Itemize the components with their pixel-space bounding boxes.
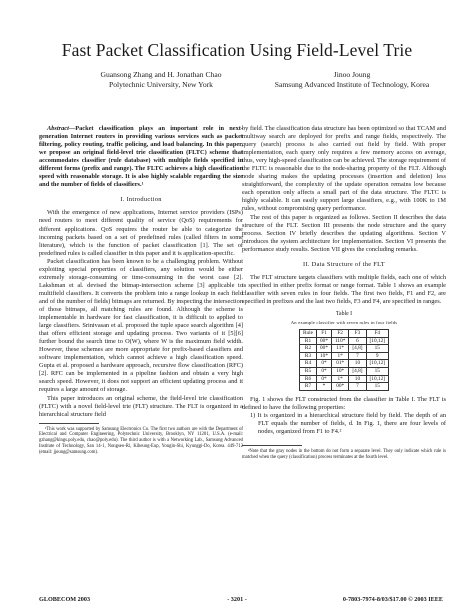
footer-isbn: 0-7803-7974-8/03/$17.00 © 2003 IEEE	[342, 596, 443, 603]
table-cell: [4,8]	[349, 368, 366, 376]
intro-paragraph: This paper introduces an original scheme, the field-level trie classification (FLTC) with a novel field-level trie (FLT) structure. The FLT is organized in a hierarchical structure field	[39, 394, 243, 418]
table-row	[300, 360, 389, 368]
author-affiliation-right: Samsung Advanced Institute of Technology, Korea	[274, 80, 430, 89]
table-cell: 00*	[331, 383, 348, 391]
table-cell: 10	[349, 375, 366, 383]
intro-paragraph: With the emergence of new applications, Internet service providers (ISPs) need routers to meet different quality of service (QoS) requirements for different applications. QoS requires the router be able to categorize the incoming packets based on a set of predefined rules (called filters in some literature), which is the function of packet classification [1]. The set of predefined rules is called classifier in this paper and it is application-specific.	[39, 209, 243, 257]
body-paragraph: Fig. 1 shows the FLT constructed from the classifier in Table I. The FLT is defined to have the following properties:	[242, 395, 446, 411]
body-paragraph: The rest of this paper is organized as follows. Section II describes the data structure of the FLT. Section III presents the node structure and the query process. Section IV briefly describes the updating algorithms. Section V introduces the system architecture for implementation. Section VI presents the performance study results. Section VII gives the concluding remarks.	[242, 213, 446, 253]
table-cell: 0*	[317, 375, 332, 383]
table-cell: 0*	[317, 360, 332, 368]
table-cell: 1*	[331, 352, 348, 360]
table-cell: 15	[366, 383, 388, 391]
table-cell: R2	[300, 345, 317, 353]
intro-paragraph: Packet classification has been known to be a challenging problem. Without exploiting special properties of classifiers, any solution would be either extremely storage-consuming or time-consuming in the worst case [2]. Lakshman et al. devised the bitmap-intersection scheme [3] applicable to multifield classifiers. It converts the problem into a range lookup in each field and of the number of fields) bitmaps are returned. By inspecting the intersection of those bitmaps, all matching rules are found. Although the scheme is implementable in hardware for fast classification, it is difficult to applied to large classifiers. Srinivasan et al. proposed the tuple space search algorithm [4] that offers efficient storage and updating process. Two variants of it [5][6] further bound the search time to O(W), where W is the maximum field width. However, these schemes are more appropriate for prefix-based classifiers and software implementation, which cannot achieve a high classification speed. Gupta et al. proposed a hardware approach, recursive flow classification (RFC) [2]. RFC can be implemented in a pipeline fashion and obtain a very high search speed. However, it does not support an efficient updating process and it requires a large amount of storage.	[39, 257, 243, 394]
table-cell: R7	[300, 383, 317, 391]
table-header-cell: F1	[317, 330, 332, 338]
footer-conference: GLOBECOM 2003	[39, 596, 91, 603]
table-cell: 9	[366, 352, 388, 360]
table-cell: R1	[300, 337, 317, 345]
table-cell: [4,8]	[349, 345, 366, 353]
list-item: 1) It is organized in a hierarchical structure field by field. The depth of an FLT equals the number of fields, d. In Fig. 1, there are four levels of nodes, organized from F1 to F4.²	[250, 411, 446, 436]
table-header-cell: F4	[366, 330, 388, 338]
table-cell: 10	[349, 360, 366, 368]
table-cell: 1*	[331, 375, 348, 383]
table-cell: 10*	[331, 368, 348, 376]
table-cell: R3	[300, 352, 317, 360]
table-cell: 01*	[331, 360, 348, 368]
body-paragraph: by field. The classification data structure has been optimized so that TCAM and multiway search are deployed for prefix and range fields, respectively. The query (search) process is also carried out field by field. With proper implementation, each query only requires a few memory access on average, thus, very high-speed classification can be achieved. The storage requirement of the FLTC is reasonable due to the node-sharing property of the FLT. Although node sharing makes the updating processes (insertion and deletion) less straightforward, the complexity of the update operation remains low because each operation only affects a small part of the data structure. The FLTC is highly scalable. It can easily support large classifiers, e.g., with 100K to 1M rules, without compromising query performance.	[242, 125, 446, 213]
table-cell: [10,12]	[366, 360, 388, 368]
table-cell: R4	[300, 360, 317, 368]
table-cell: 7	[349, 352, 366, 360]
table-cell: 00*	[317, 337, 332, 345]
table-title: Table I	[335, 310, 353, 317]
table-cell: 15	[366, 368, 388, 376]
paper-title: Fast Packet Classification Using Field-Level Trie	[61, 40, 413, 60]
table-cell: *	[317, 383, 332, 391]
table-cell: [10,12]	[366, 337, 388, 345]
table-header-cell: Rule	[300, 330, 317, 338]
table-row	[300, 368, 389, 376]
table-cell: 0*	[317, 368, 332, 376]
table-row	[300, 352, 389, 360]
classifier-table	[299, 329, 389, 391]
table-caption: An example classifier with seven rules in four fields	[290, 320, 398, 326]
table-header-row	[300, 330, 389, 338]
footnote-divider	[242, 445, 302, 446]
table-header-cell: F3	[349, 330, 366, 338]
footnote-divider	[39, 423, 99, 424]
table-row	[300, 337, 389, 345]
footnote-funding: ¹This work was supported by Samsung Electronics Co. The first two authors are with the Department of Electrical and Computer Engineering, Polytechnic University, Brooklyn, NY 11201, U.S.A. (e-mail: gzhang@kings.poly.edu, chao@poly.edu). The third author is with a Networking Lab., Samsung Advanced Institute of Technology, San 14-1, Nongseo-Ri, Kiheung-Eup, Yongin-Shi, Kyunggi-Do, Korea. 449-712 (email: jjoung@samsung.com).	[39, 426, 243, 455]
abstract-label: Abstract	[47, 125, 69, 132]
table-row	[300, 345, 389, 353]
footer-page-number: - 3201 -	[227, 596, 247, 603]
table-header-cell: F2	[331, 330, 348, 338]
table-cell: 110*	[331, 337, 348, 345]
table-row	[300, 383, 389, 391]
author-names-left: Guansong Zhang and H. Jonathan Chao	[100, 70, 222, 79]
left-column	[39, 125, 243, 456]
table-cell: 11*	[331, 345, 348, 353]
table-cell: [10,12]	[366, 375, 388, 383]
section-heading-introduction: I. Introduction	[120, 196, 162, 204]
table-cell: R6	[300, 375, 317, 383]
body-paragraph: The FLT structure targets classifiers with multiple fields, each one of which is specified in either prefix format or range format. Table 1 shows an example classifier with seven rules in four fields. The first two fields, F1 and F2, are specified in prefixes and the last two fields, F3 and F4, are specified in ranges.	[242, 273, 446, 305]
table-cell: 15	[366, 345, 388, 353]
table-row	[300, 375, 389, 383]
authors-block-right	[262, 70, 442, 90]
table-cell: 10*	[317, 352, 332, 360]
table-cell: R5	[300, 368, 317, 376]
author-names-right: Jinoo Joung	[333, 70, 371, 79]
abstract-text: —Packet classification plays an important role in next-generation Internet routers in providing various services such as packet filtering, policy routing, traffic policing, and load balancing. In this paper, we propose an original field-level trie classification (FLTC) scheme that accommodates classifier (rule database) with multiple fields specified in different forms (prefix and range). The FLTC achieves a high classification speed with reasonable storage. It is also highly scalable regarding the size and the number of fields of classifiers.¹	[39, 125, 243, 189]
section-heading-flt: II. Data Structure of the FLT	[303, 260, 385, 268]
table-cell: 7	[349, 383, 366, 391]
table-cell: 00*	[317, 345, 332, 353]
author-affiliation-left: Polytechnic University, New York	[109, 80, 213, 89]
table-cell: 6	[349, 337, 366, 345]
right-column	[242, 125, 446, 461]
footnote-gray-nodes: ²Note that the gray nodes in the bottom do not form a separate level. They only indicate which rule is matched when the query (classification) process terminates at the fourth level.	[242, 449, 446, 460]
abstract	[39, 125, 243, 189]
authors-block-left	[66, 70, 256, 90]
